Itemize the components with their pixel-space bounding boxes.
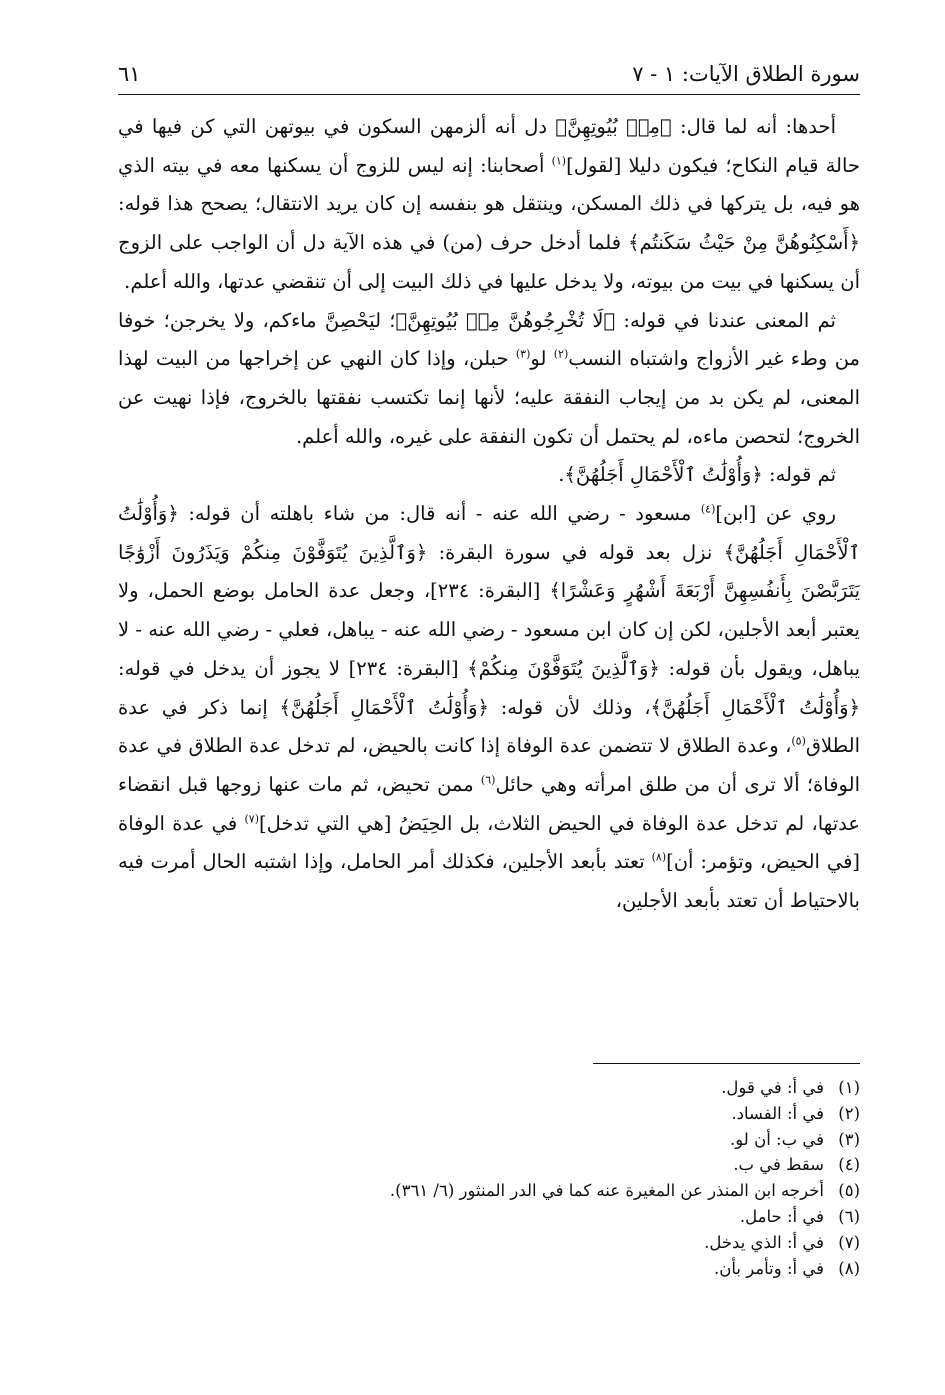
footnote-text: في أ: في قول. [721, 1078, 824, 1097]
footnotes [260, 1075, 860, 1281]
page-number: ٦١ [118, 62, 141, 86]
footnote-number: (٥) [838, 1181, 860, 1201]
footnote [260, 1178, 860, 1204]
paragraph-3 [118, 456, 860, 495]
text-line: تنقضي عدتها، والله أعلم. [124, 269, 326, 293]
footnote-ref: (١) [551, 154, 567, 168]
text-line: ثم المعنى عندنا في قوله: ﴿لَا تُخْرِجُوهُنَّ مِنۢ بُيُوتِهِنَّ﴾؛ ليَحْصِنَّ ماءكم، ولا يخرجن؛ [163, 308, 836, 332]
footnote [260, 1230, 860, 1256]
text-line: يَتَرَبَّصْنَ بِأَنفُسِهِنَّ أَرْبَعَةَ أَشْهُرٍ وَعَشْرًا﴾ [البقرة: ٢٣٤]، وجعل عدة الحامل بوضع الحمل، [147, 579, 861, 603]
footnote [260, 1075, 860, 1101]
footnote-number: (٤) [838, 1155, 860, 1175]
text-line: مات عنها زوجها قبل انقضاء عدتها، لم تدخل عدة الوفاة في الحيض الثلاث، بل الحِيَضُ [118, 772, 861, 835]
text-line: في حالة قيام النكاح؛ فيكون دليلا [لقول] [118, 115, 860, 177]
footnote-ref: (٨) [651, 850, 667, 864]
footnote-ref: (٦) [480, 773, 496, 787]
footnote [260, 1256, 860, 1282]
text-line: روي عن [ابن] [715, 502, 836, 526]
footnote [260, 1127, 860, 1153]
footnote [260, 1152, 860, 1178]
footnote-text: في ب: أن لو. [730, 1129, 824, 1149]
footnote-ref: (٢) [553, 347, 569, 361]
text-line: يدخل في قوله: ﴿وَأُوْلَٰتُ ٱلْأَحْمَالِ أَجَلُهُنَّ﴾، وذلك لأن قوله: ﴿وَأُوْلَٰتُ ٱلْأَحْمَالِ أَجَلُهُنَّ﴾ إنما [118, 656, 860, 719]
footnote [260, 1204, 860, 1230]
text-line: ﴿وَأُوْلَٰتُ ٱلْأَحْمَالِ أَجَلُهُنَّ﴾ نزل بعد قوله في سورة البقرة: ﴿وَٱلَّذِينَ يُتَوَفَّوْنَ مِنكُمْ وَيَذَرُونَ أَزْوَٰجًا [118, 502, 860, 564]
text-line: ذكر في عدة الطلاق [118, 695, 861, 758]
text-line: ولا يعتبر أبعد الأجلين، لكن إن كان ابن مسعود - رضي الله عنه - يباهل، فعلي - رضي [118, 579, 860, 642]
text-line: لو [530, 347, 554, 371]
text-line: مسعود - رضي الله عنه - أنه قال: من شاء باهلته أن قوله: [188, 502, 701, 526]
text-line: الله عنه - لا يباهل، ويقول بأن قوله: ﴿وَٱلَّذِينَ يُتَوَفَّوْنَ مِنكُمْ﴾ [البقرة: ٢٣٤] لا يجوز أن [118, 618, 861, 680]
footnote-ref: (٧) [244, 812, 259, 826]
text-line: ثم قوله: ﴿وَأُوْلَٰتُ ٱلْأَحْمَالِ أَجَلُهُنَّ﴾. [558, 463, 836, 487]
footnote [260, 1101, 860, 1127]
footnote-text: في أ: الذي يدخل. [704, 1232, 824, 1252]
footnote-text: في أ: الفساد. [731, 1103, 824, 1123]
paragraph-1 [118, 108, 860, 302]
text-line: ، وعدة الطلاق لا تتضمن عدة الوفاة إذا كانت بالحيض، لم تدخل [287, 734, 792, 758]
text-line: أصحابنا: إنه ليس للزوج أن يسكنها معه في [196, 153, 552, 177]
footnote-number: (١) [838, 1078, 860, 1097]
text-line: أحدها: أنه لما قال: ﴿مِنۢ بُيُوتِهِنَّ﴾ دل أنه ألزمهن السكون في بيوتهن التي كن فيها [151, 115, 836, 138]
footnote-number: (٢) [838, 1103, 860, 1123]
text-line: بالخروج، فإذا نهيت عن الخروج؛ لتحصن ماءه، لم يحتمل أن تكون النفقة على غيره، [118, 385, 860, 448]
text-line: عدة الطلاق في عدة الوفاة؛ ألا ترى أن من طلق امرأته وهي حائل [118, 734, 860, 796]
footnote-number: (٣) [838, 1129, 860, 1149]
footnote-text: في أ: وتأمر بأن. [713, 1258, 824, 1278]
text-line: [هي التي تدخل] [259, 811, 392, 835]
text-line: ممن تحيض، ثم [350, 772, 481, 796]
text-line: تعتد بأبعد الأجلين، [501, 850, 652, 874]
text-line: خوفا من وطء غير الأزواج واشتباه النسب [118, 308, 860, 371]
footnote-ref: (٥) [791, 734, 806, 748]
text-line: فكذلك أمر الحامل، وإذا اشتبه الحال أمرت فيه بالاحتياط أن تعتد بأبعد الأجلين، [118, 850, 860, 913]
text-line: في عدة الوفاة [في الحيض، وتؤمر: أن] [118, 811, 861, 874]
paragraph-4 [118, 495, 860, 921]
footnote-text: سقط في ب. [733, 1155, 824, 1175]
text-line: يصحح هذا قوله: ﴿أَسْكِنُوهُنَّ مِنْ حَيْثُ سَكَنتُم﴾ فلما أدخل حرف (من) في هذه الآية دل أن [118, 192, 861, 255]
header-rule [118, 94, 860, 95]
text-line: من البيت لهذا المعنى، لم يكن بد من إيجاب النفقة عليه؛ لأنها إنما تكتسب نفقتها [118, 347, 861, 409]
text-line: والله أعلم. [295, 424, 383, 448]
footnote-ref: (٣) [515, 347, 531, 361]
footnote-text: في أ: حامل. [739, 1206, 824, 1226]
footnote-ref: (٤) [700, 502, 716, 516]
main-text [118, 108, 860, 921]
paragraph-2 [118, 302, 860, 457]
footnote-number: (٦) [838, 1206, 860, 1226]
text-line: الواجب على الزوج أن يسكنها في بيت من بيوته، ولا يدخل عليها في ذلك البيت إلى أن [118, 231, 860, 293]
text-line: بيته الذي هو فيه، بل يتركها في ذلك المسكن، وينتقل هو بنفسه إن كان يريد الانتقال؛ [118, 153, 860, 216]
header-title: سورة الطلاق الآيات: ١ - ٧ [632, 62, 860, 86]
running-header [118, 56, 860, 92]
footnote-number: (٧) [838, 1232, 860, 1252]
footnote-separator [593, 1063, 860, 1064]
footnote-number: (٨) [838, 1258, 860, 1278]
text-line: حبلن، وإذا كان النهي عن إخراجها [238, 347, 516, 371]
footnote-text: أخرجه ابن المنذر عن المغيرة عنه كما في الدر المنثور (٦/ ٣٦١). [389, 1181, 824, 1201]
